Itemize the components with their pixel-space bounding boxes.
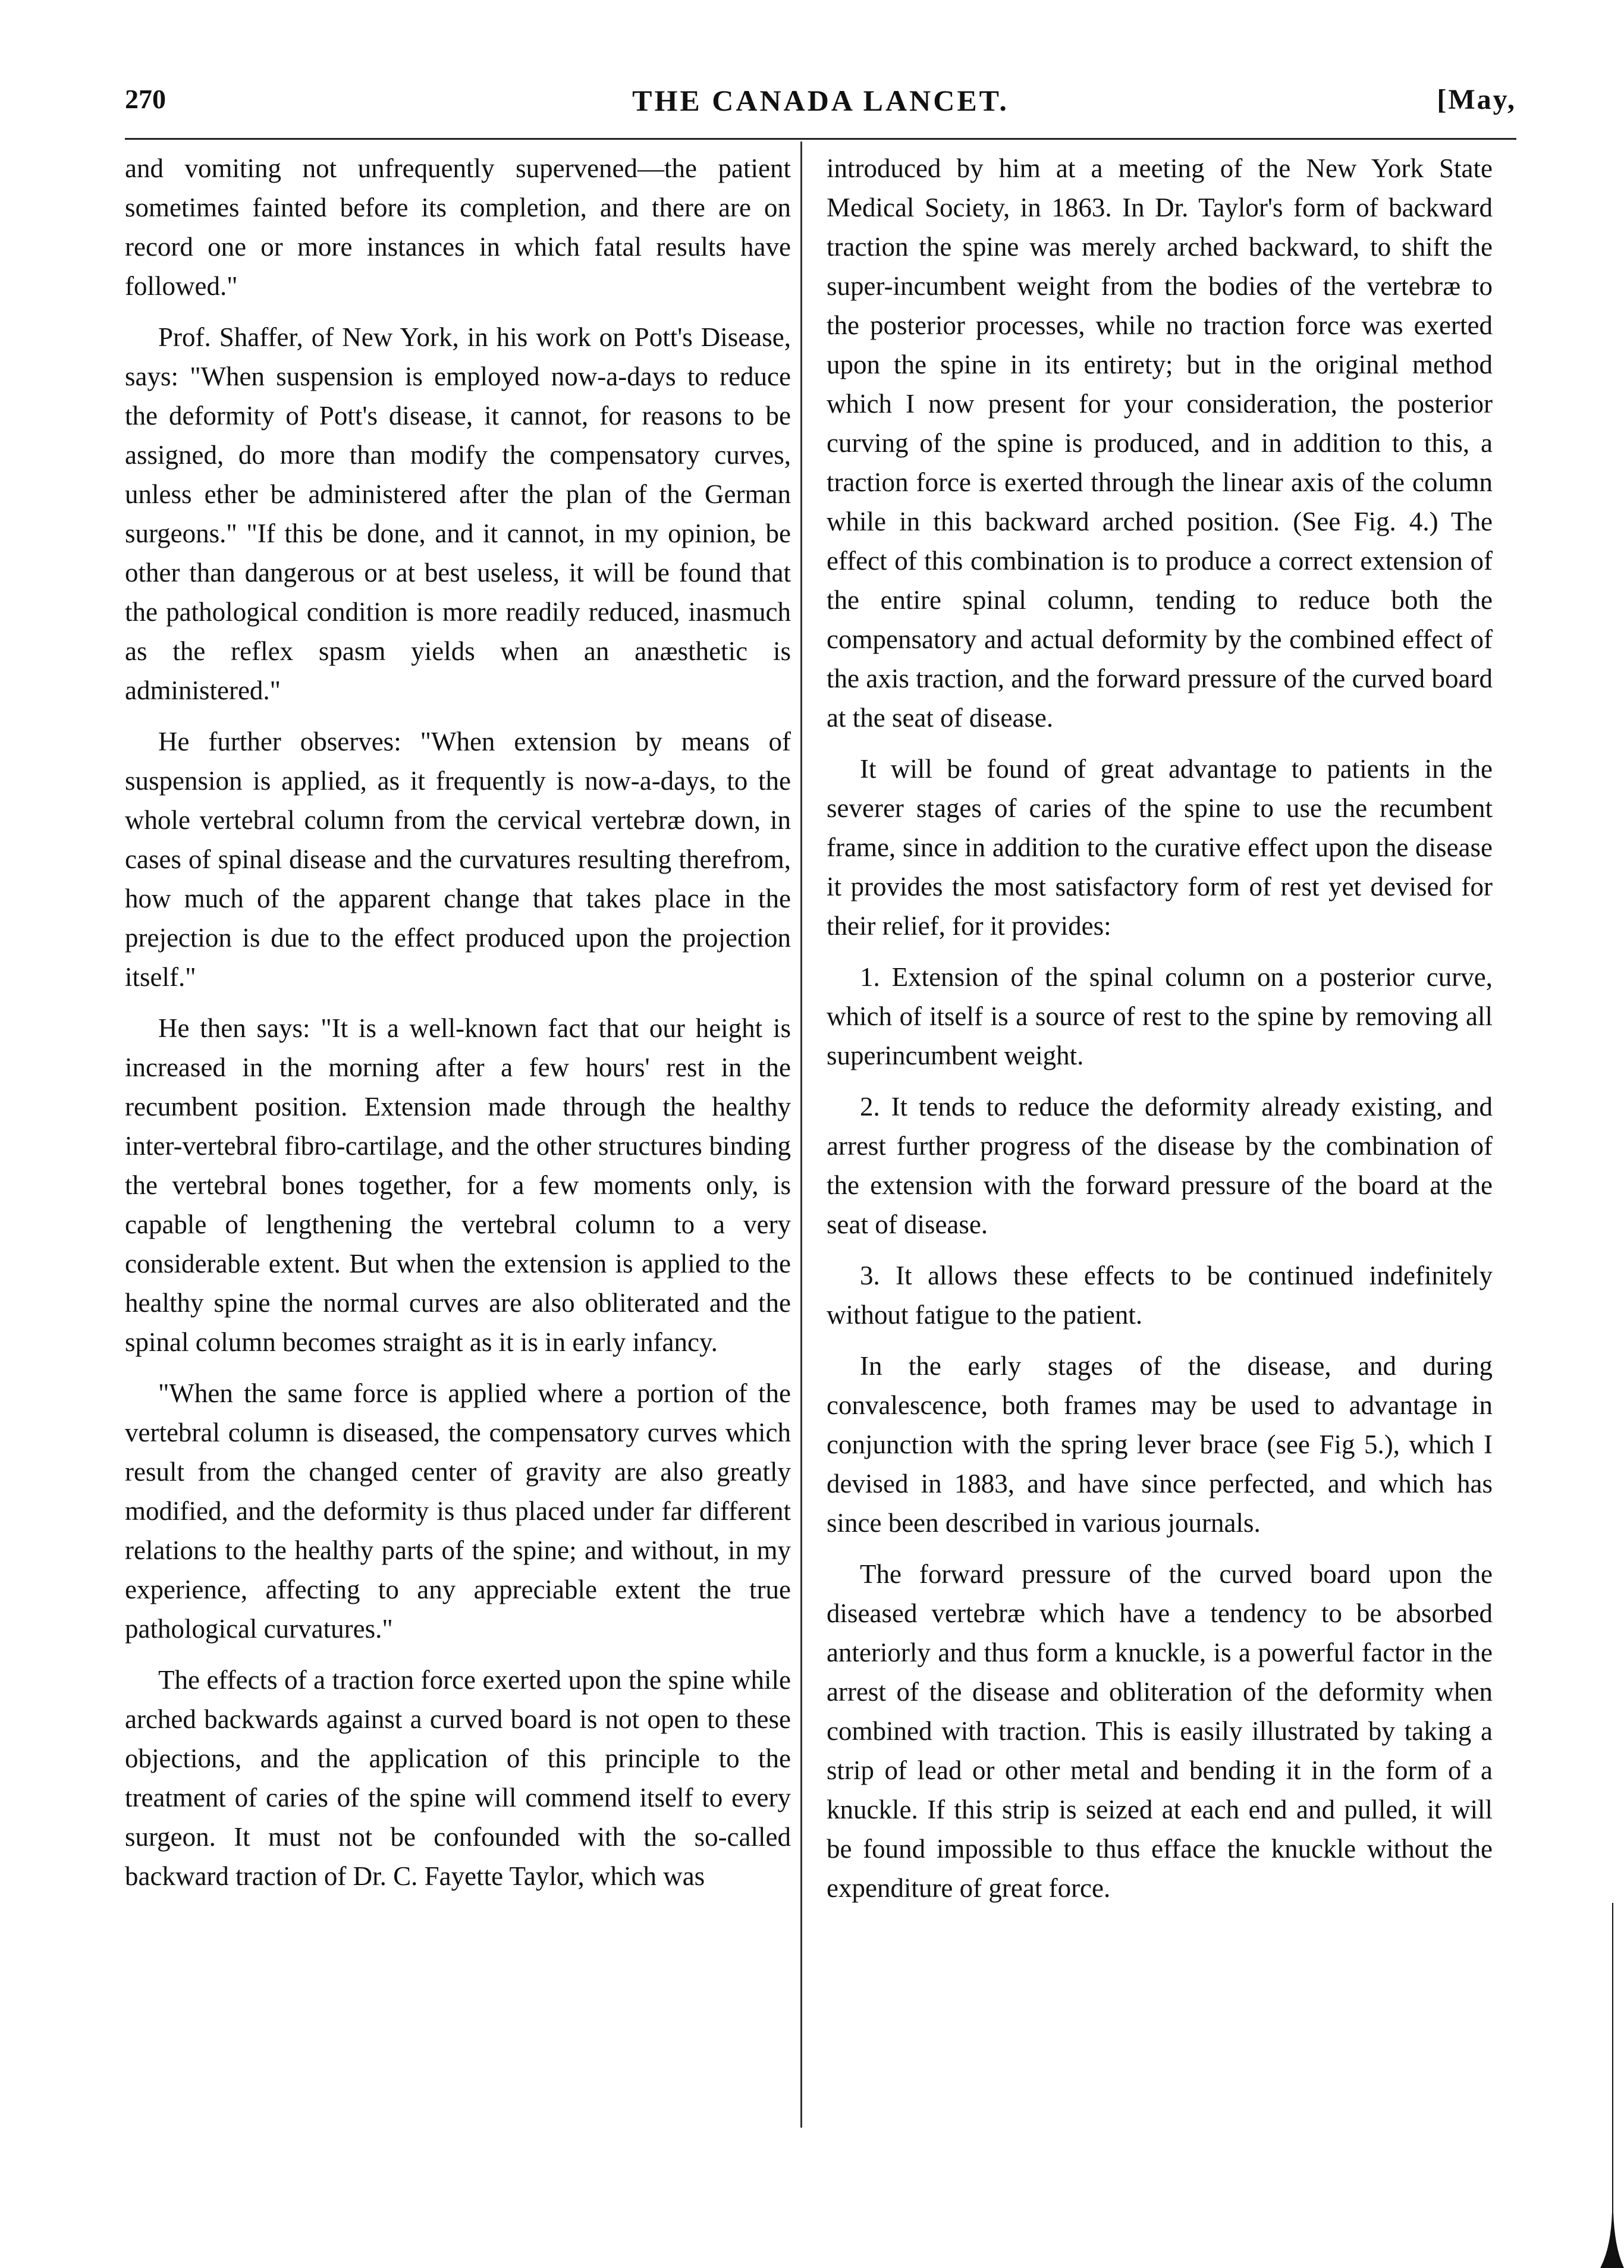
left-paragraph: The effects of a traction force exerted upon the spine while arched backwards against a curved board is not open to these objections, and the application of this principle to the treatment of caries of the spine will commend itself to every surgeon. It must not be confounded with the so-called backward traction of Dr. C. Fayette Taylor, which was [125, 1665, 791, 1891]
right-paragraph: The forward pressure of the curved board upon the diseased vertebræ which have a tendency to be absorbed anteriorly and thus form a knuckle, is a powerful factor in the arrest of the disease and obliteration of the deformity when combined with traction. This is easily illustrated by taking a strip of lead or other metal and bending it in the form of a knuckle. If this strip is seized at each end and pulled, it will be found impossible to thus efface the knuckle without the expenditure of great force. [827, 1559, 1493, 1903]
page-edge-mark [1588, 1903, 1624, 2268]
right-column [827, 149, 1493, 1920]
issue-month: [May, [1437, 84, 1516, 115]
left-paragraph: "When the same force is applied where a portion of the vertebral column is diseased, the compensatory curves which result from the changed center of gravity are also greatly modified, and the deformity is thus placed under far different relations to the healthy parts of the spine; and without, in my experience, affecting to any appreciable extent the true pathological curvatures." [125, 1378, 791, 1644]
page-number: 270 [125, 84, 166, 114]
left-paragraph: He then says: "It is a well-known fact that our height is increased in the morning after a few hours' rest in the recumbent position. Extension made through the healthy inter-vertebral fibro-cartilage, and the other structures binding the vertebral bones together, for a few moments only, is capable of lengthening the vertebral column to a very considerable extent. But when the extension is applied to the healthy spine the normal curves are also obliterated and the spinal column becomes straight as it is in early infancy. [125, 1013, 791, 1357]
journal-title: THE CANADA LANCET. [632, 84, 1009, 117]
running-header [125, 83, 1516, 137]
left-paragraph: He further observes: "When extension by means of suspension is applied, as it frequently is now-a-days, to the whole vertebral column from the cervical vertebræ down, in cases of spinal disease and the curvatures resulting therefrom, how much of the apparent change that takes place in the prejection is due to the effect produced upon the projection itself." [125, 727, 791, 992]
left-paragraph: and vomiting not unfrequently supervened—the patient sometimes fainted before its completion, and there are on record one or more instances in which fatal results have followed." [125, 153, 791, 301]
right-paragraph: It will be found of great advantage to patients in the severer stages of caries of the spine to use the recumbent frame, since in addition to the curative effect upon the disease it provides the most satisfactory form of rest yet devised for their relief, for it provides: [827, 754, 1493, 941]
right-paragraph: In the early stages of the disease, and during convalescence, both frames may be used to advantage in conjunction with the spring lever brace (see Fig 5.), which I devised in 1883, and have since perfected, and which has since been described in various journals. [827, 1351, 1493, 1538]
right-paragraph: 2. It tends to reduce the deformity already existing, and arrest further progress of the disease by the combination of the extension with the forward pressure of the board at the seat of disease. [827, 1092, 1493, 1239]
left-column [125, 149, 791, 1908]
right-paragraph: 1. Extension of the spinal column on a posterior curve, which of itself is a source of rest to the spine by removing all superincumbent weight. [827, 962, 1493, 1070]
column-divider [800, 142, 802, 2128]
right-paragraph: 3. It allows these effects to be continued indefinitely without fatigue to the patient. [827, 1261, 1493, 1330]
header-rule [125, 138, 1516, 140]
right-paragraph: introduced by him at a meeting of the New York State Medical Society, in 1863. In Dr. Taylor's form of backward traction the spine was merely arched backward, to shift the super-incumbent weight from the bodies of the vertebræ to the posterior processes, while no traction force was exerted upon the spine in its entirety; but in the original method which I now present for your consideration, the posterior curving of the spine is produced, and in addition to this, a traction force is exerted through the linear axis of the column while in this backward arched position. (See Fig. 4.) The effect of this combination is to produce a correct extension of the entire spinal column, tending to reduce both the compensatory and actual deformity by the combined effect of the axis traction, and the forward pressure of the curved board at the seat of disease. [827, 153, 1493, 733]
left-paragraph: Prof. Shaffer, of New York, in his work on Pott's Disease, says: "When suspension is employed now-a-days to reduce the deformity of Pott's disease, it cannot, for reasons to be assigned, do more than modify the compensatory curves, unless ether be administered after the plan of the German surgeons." "If this be done, and it cannot, in my opinion, be other than dangerous or at best useless, it will be found that the pathological condition is more readily reduced, inasmuch as the reflex spasm yields when an anæsthetic is administered." [125, 322, 791, 705]
